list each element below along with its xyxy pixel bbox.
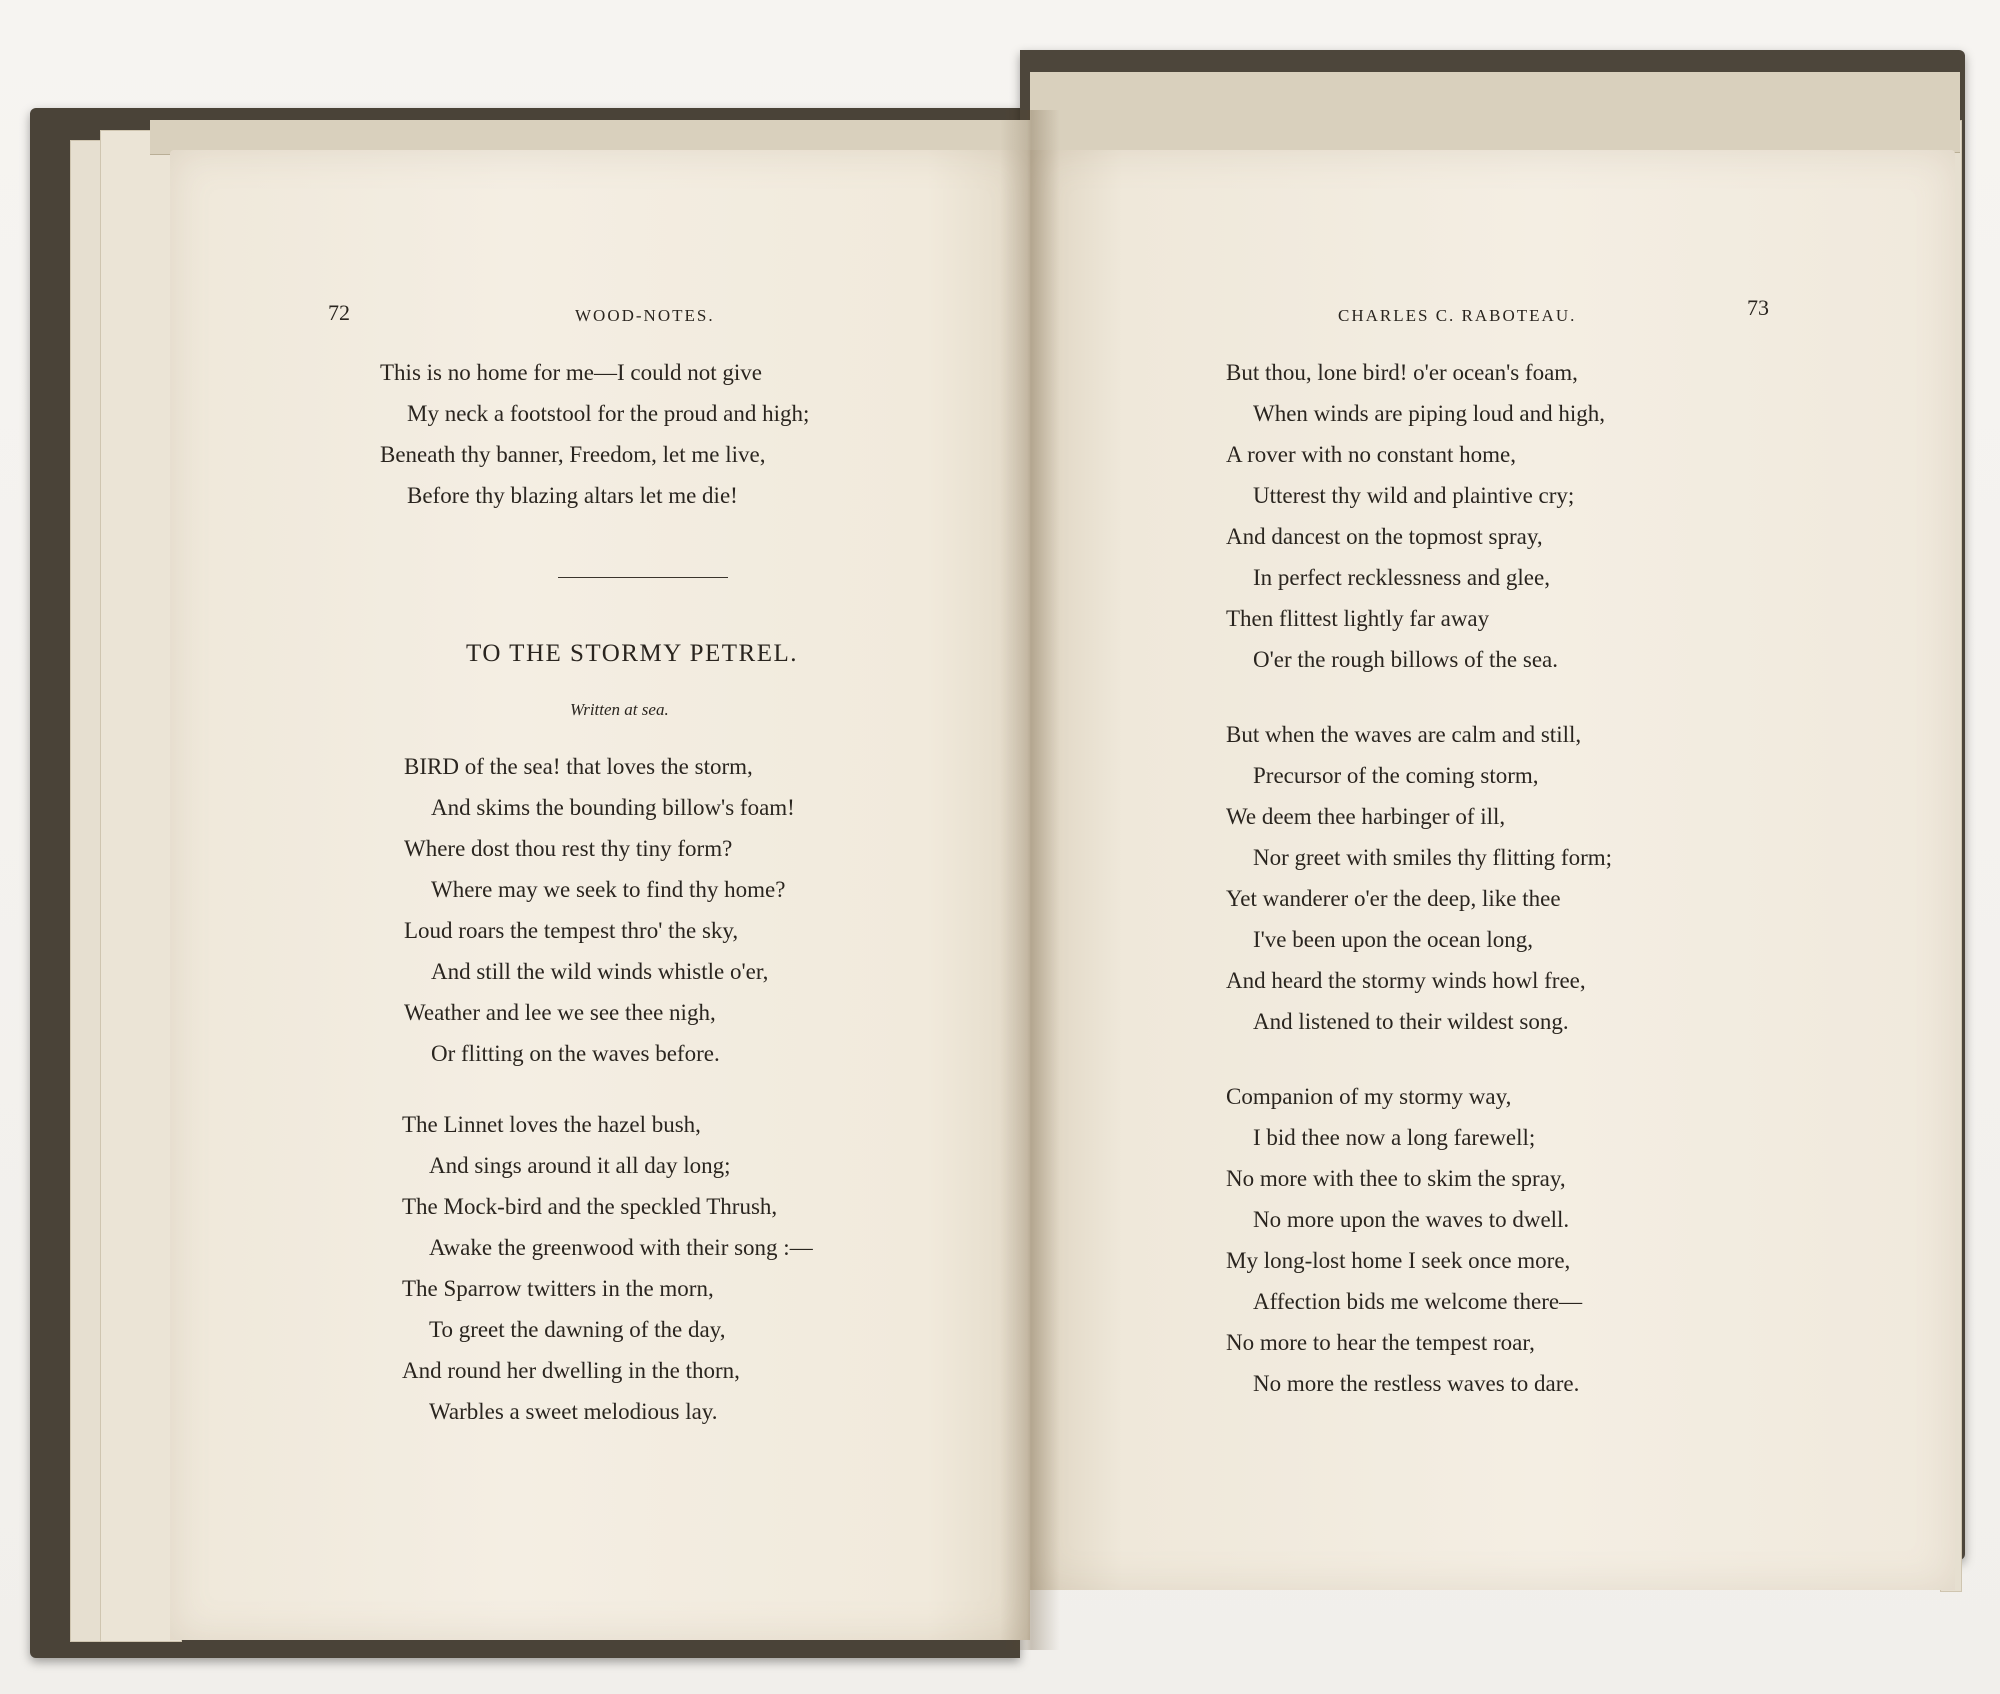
verse-line: Nor greet with smiles thy flitting form; (1253, 845, 1613, 870)
verse-line: And dancest on the topmost spray, (1226, 524, 1543, 549)
verse-line: O'er the rough billows of the sea. (1253, 647, 1558, 672)
verse-line: To greet the dawning of the day, (429, 1317, 726, 1342)
verse-line: The Sparrow twitters in the morn, (402, 1276, 714, 1301)
page-block-top-right (1030, 72, 1960, 153)
page-number-left: 72 (328, 300, 350, 325)
verse-line: Awake the greenwood with their song :— (429, 1235, 813, 1260)
verse-line: No more upon the waves to dwell. (1253, 1207, 1570, 1232)
verse-line: When winds are piping loud and high, (1253, 401, 1605, 426)
verse-line: A rover with no constant home, (1226, 442, 1517, 467)
stanza-2-right (1226, 714, 1612, 1042)
verse-line: And round her dwelling in the thorn, (402, 1358, 740, 1383)
verse-line: But thou, lone bird! o'er ocean's foam, (1226, 360, 1578, 385)
stanza-1-left (404, 746, 795, 1074)
verse-line: But when the waves are calm and still, (1226, 722, 1582, 747)
page-number-right: 73 (1747, 295, 1769, 320)
verse-line: Then flittest lightly far away (1226, 606, 1490, 631)
verse-line: Precursor of the coming storm, (1253, 763, 1539, 788)
verse-line: And skims the bounding billow's foam! (431, 795, 795, 820)
poem-subtitle: Written at sea. (570, 700, 669, 719)
verse-line: And heard the stormy winds howl free, (1226, 968, 1586, 993)
verse-line: And still the wild winds whistle o'er, (431, 959, 769, 984)
verse-line: And listened to their wildest song. (1253, 1009, 1569, 1034)
verse-line: Beneath thy banner, Freedom, let me live, (380, 442, 766, 467)
verse-line: Utterest thy wild and plaintive cry; (1253, 483, 1575, 508)
verse-line: I've been upon the ocean long, (1253, 927, 1534, 952)
stanza-2-left (402, 1104, 813, 1432)
verse-line: Loud roars the tempest thro' the sky, (404, 918, 739, 943)
verse-line: Before thy blazing altars let me die! (407, 483, 738, 508)
verse-line: BIRD of the sea! that loves the storm, (404, 754, 753, 779)
running-head-right: CHARLES C. RABOTEAU. (1338, 306, 1577, 325)
verse-line: No more the restless waves to dare. (1253, 1371, 1580, 1396)
verse-line: Affection bids me welcome there— (1253, 1289, 1583, 1314)
verse-line: Companion of my stormy way, (1226, 1084, 1512, 1109)
verse-line: Yet wanderer o'er the deep, like thee (1226, 886, 1561, 911)
section-divider (558, 577, 728, 578)
verse-line: This is no home for me—I could not give (380, 360, 762, 385)
poem-title: TO THE STORMY PETREL. (466, 640, 798, 667)
verse-line: And sings around it all day long; (429, 1153, 731, 1178)
stanza-3-right (1226, 1076, 1582, 1404)
gutter-shadow (1000, 110, 1060, 1650)
verse-line: My neck a footstool for the proud and high; (407, 401, 810, 426)
verse-line: Where may we seek to find thy home? (431, 877, 786, 902)
verse-line: My long-lost home I seek once more, (1226, 1248, 1571, 1273)
verse-line: No more to hear the tempest roar, (1226, 1330, 1535, 1355)
verse-line: I bid thee now a long farewell; (1253, 1125, 1536, 1150)
running-head-left: WOOD-NOTES. (575, 306, 715, 325)
verse-line: Warbles a sweet melodious lay. (429, 1399, 718, 1424)
verse-line: Weather and lee we see thee nigh, (404, 1000, 716, 1025)
verse-line: We deem thee harbinger of ill, (1226, 804, 1506, 829)
stanza-top (380, 352, 809, 516)
verse-line: No more with thee to skim the spray, (1226, 1166, 1566, 1191)
verse-line: In perfect recklessness and glee, (1253, 565, 1550, 590)
verse-line: Where dost thou rest thy tiny form? (404, 836, 733, 861)
verse-line: The Mock-bird and the speckled Thrush, (402, 1194, 778, 1219)
verse-line: The Linnet loves the hazel bush, (402, 1112, 701, 1137)
stanza-1-right (1226, 352, 1605, 680)
verse-line: Or flitting on the waves before. (431, 1041, 720, 1066)
